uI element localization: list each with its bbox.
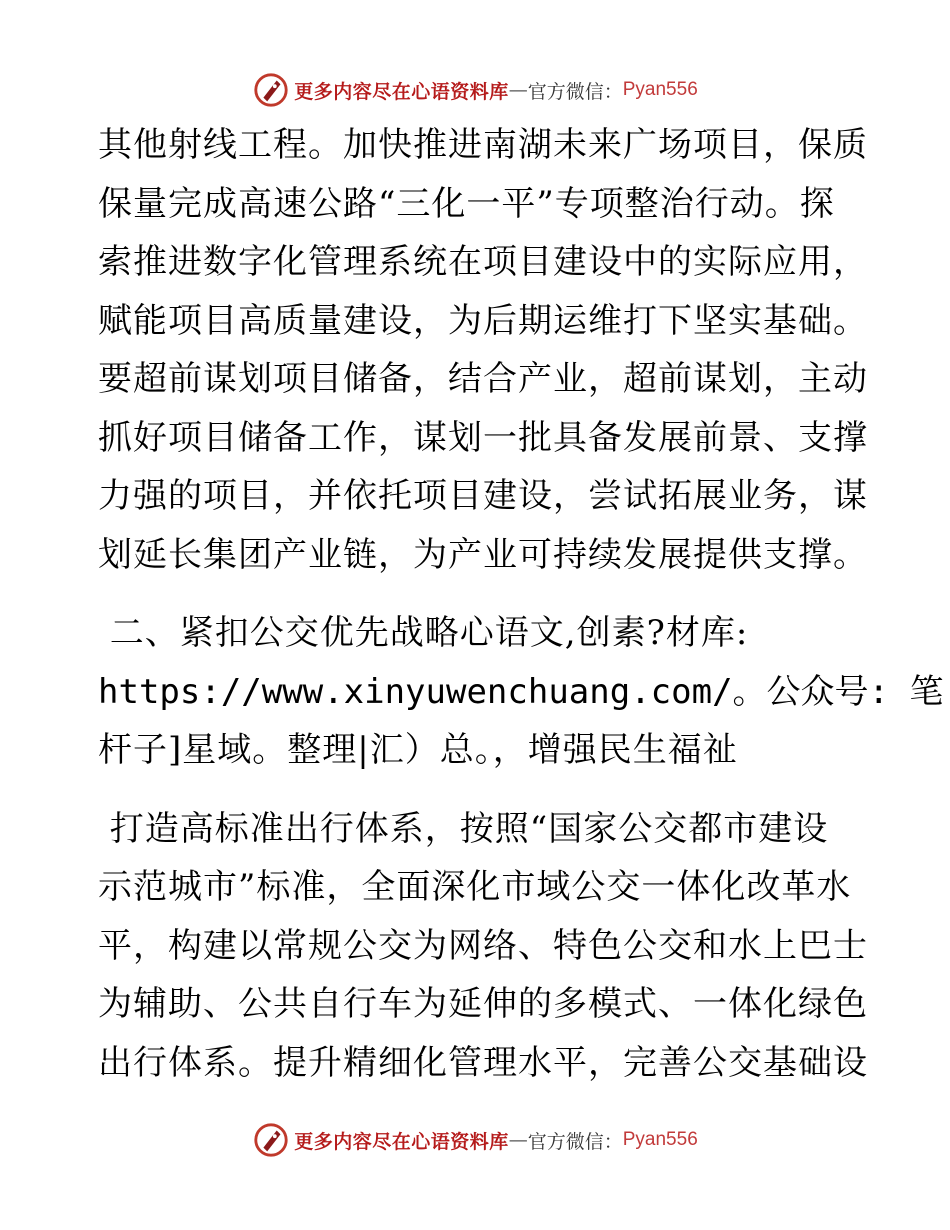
- footer-banner: [0, 1120, 950, 1160]
- banner-separator: —: [508, 79, 528, 101]
- text-line: 出行体系。提升精细化管理水平，完善公交基础设: [98, 1042, 868, 1083]
- banner-wechat-id: Pyan556: [622, 1129, 698, 1150]
- section-heading: [98, 604, 944, 780]
- banner-wechat-label: 官方微信：: [527, 80, 623, 103]
- banner-text: 更多内容尽在心语资料库: [294, 1130, 509, 1153]
- text-line: 力强的项目，并依托项目建设，尝试拓展业务，谋: [98, 476, 868, 516]
- text-line: 索推进数字化管理系统在项目建设中的实际应用，: [98, 242, 868, 282]
- spacer: [98, 780, 858, 800]
- text-line: 其他射线工程。加快推进南湖未来广场项目，保质: [98, 125, 868, 165]
- text-line: 划延长集团产业链，为产业可持续发展提供支撑。: [98, 534, 868, 575]
- text-line: 保量完成高速公路“三化一平”专项整治行动。探: [98, 183, 835, 224]
- text-line: 打造高标准出行体系，按照“国家公交都市建设: [98, 808, 829, 849]
- banner-wechat-id: Pyan556: [622, 79, 698, 100]
- banner-separator: —: [508, 1129, 528, 1151]
- heading-line: 二、紧扣公交优先战略心语文,创素?材库:: [98, 613, 749, 653]
- text-line: 示范城市”标准，全面深化市域公交一体化改革水: [98, 867, 852, 907]
- heading-line: 杆子]星域。整理|汇）总。，增强民生福祉: [98, 730, 738, 770]
- paragraph-1: [98, 116, 868, 584]
- pen-nib-logo-icon: [252, 71, 290, 109]
- text-line: 要超前谋划项目储备，结合产业，超前谋划，主动: [98, 359, 868, 399]
- text-line: 抓好项目储备工作，谋划一批具备发展前景、支撑: [98, 417, 868, 458]
- text-line: 赋能项目高质量建设，为后期运维打下坚实基础。: [98, 300, 868, 341]
- banner-text: 更多内容尽在心语资料库: [294, 80, 509, 103]
- text-line: 平，构建以常规公交为网络、特色公交和水上巴士: [98, 925, 868, 966]
- header-banner: [0, 70, 950, 110]
- pen-nib-logo-icon: [252, 1121, 290, 1159]
- banner-wechat-label: 官方微信：: [527, 1130, 623, 1153]
- paragraph-2: [98, 800, 868, 1093]
- document-body: [98, 116, 944, 1092]
- heading-line-url: https://www.xinyuwenchuang.com/。公众号: 笔: [98, 671, 944, 712]
- spacer: [98, 584, 858, 604]
- text-line: 为辅助、公共自行车为延伸的多模式、一体化绿色: [98, 984, 868, 1024]
